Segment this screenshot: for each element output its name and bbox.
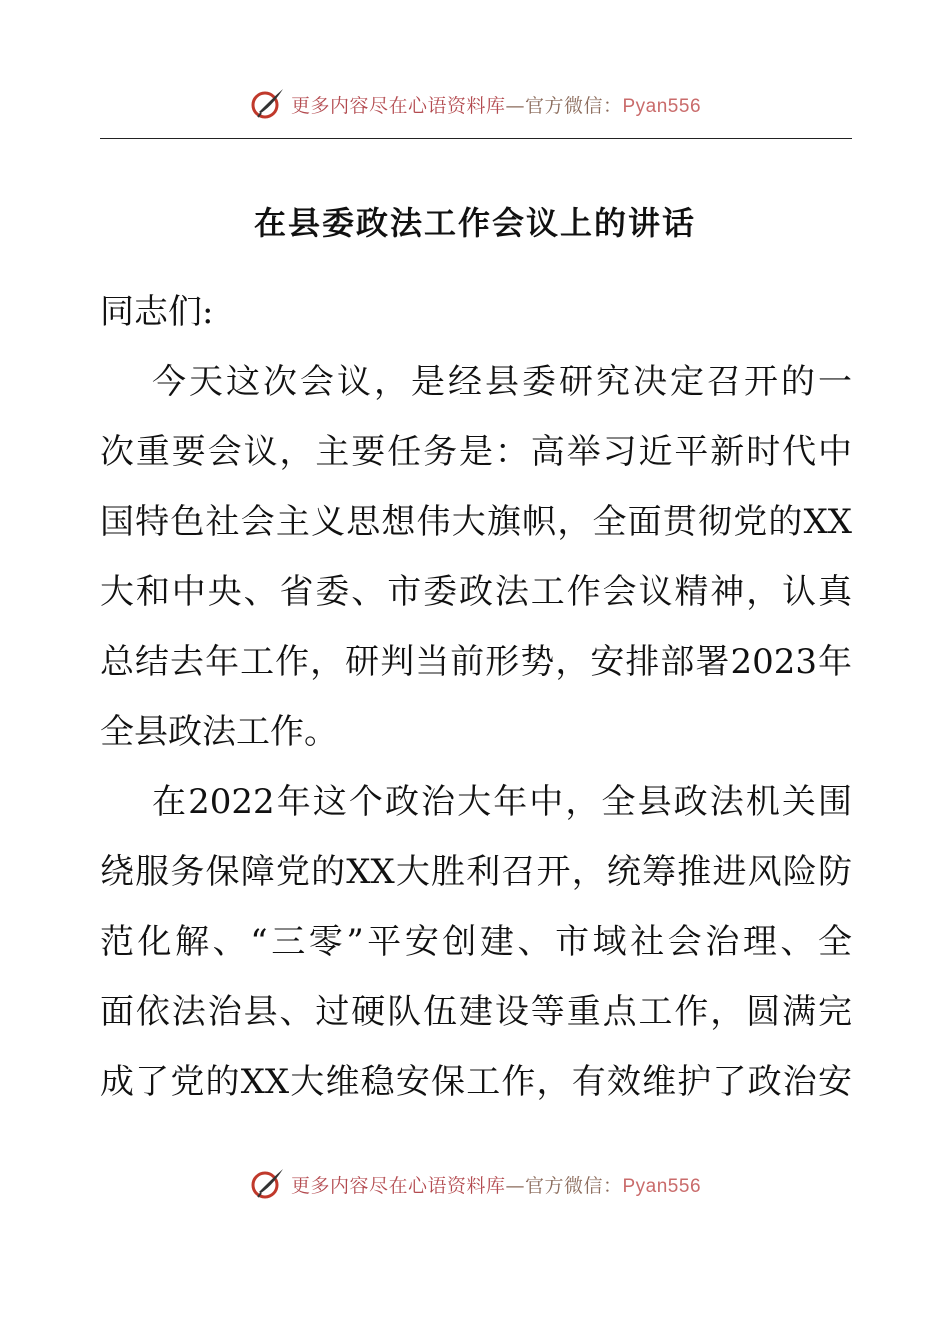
watermark-text: 更多内容尽在心语资料库—官方微信：Pyan556 bbox=[290, 1174, 702, 1197]
salutation: 同志们: bbox=[100, 292, 214, 332]
watermark-text: 更多内容尽在心语资料库—官方微信：Pyan556 bbox=[290, 94, 702, 117]
quill-logo-icon bbox=[249, 1166, 285, 1202]
document-title: 在县委政法工作会议上的讲话 bbox=[253, 204, 696, 242]
footer-watermark bbox=[0, 1164, 950, 1204]
paragraph-line: 总结去年工作，研判当前形势，安排部署2023年 bbox=[100, 642, 852, 682]
paragraph-line: 在2022年这个政治大年中，全县政法机关围 bbox=[152, 782, 852, 822]
paragraph-line: 国特色社会主义思想伟大旗帜，全面贯彻党的XX bbox=[100, 502, 852, 542]
paragraph-line: 次重要会议，主要任务是：高举习近平新时代中 bbox=[100, 432, 852, 472]
paragraph-line: 面依法治县、过硬队伍建设等重点工作，圆满完 bbox=[100, 992, 852, 1032]
paragraph-line: 成了党的XX大维稳安保工作，有效维护了政治安 bbox=[100, 1062, 852, 1102]
paragraph-line: 范化解、“三零”平安创建、市域社会治理、全 bbox=[100, 922, 852, 962]
header-watermark bbox=[0, 84, 950, 124]
paragraph-line: 大和中央、省委、市委政法工作会议精神，认真 bbox=[100, 572, 852, 612]
header-divider bbox=[100, 138, 852, 139]
paragraph-line: 今天这次会议，是经县委研究决定召开的一 bbox=[152, 362, 852, 402]
paragraph-line: 绕服务保障党的XX大胜利召开，统筹推进风险防 bbox=[100, 852, 852, 892]
quill-logo-icon bbox=[249, 86, 285, 122]
paragraph-line: 全县政法工作。 bbox=[100, 712, 338, 752]
